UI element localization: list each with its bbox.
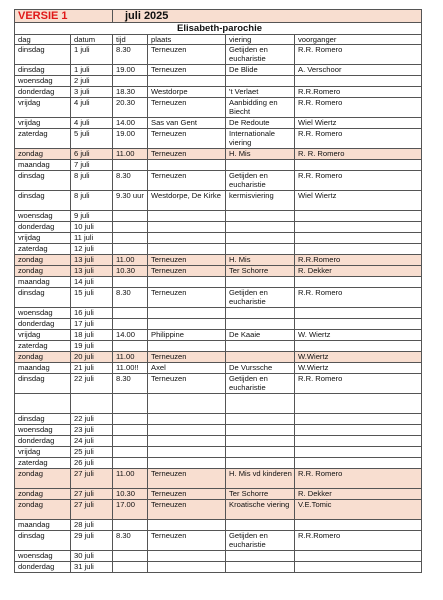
cell-viering: Internationale viering <box>226 129 295 149</box>
cell-viering: De Blide <box>226 65 295 76</box>
cell-tijd <box>113 394 148 414</box>
cell-datum: 30 juli <box>71 551 113 562</box>
cell-voorganger <box>295 551 422 562</box>
table-row <box>15 500 422 520</box>
cell-voorganger: Wiel Wiertz <box>295 118 422 129</box>
table-row <box>15 469 422 489</box>
cell-tijd <box>113 233 148 244</box>
cell-dag: woensdag <box>15 308 71 319</box>
cell-voorganger <box>295 233 422 244</box>
cell-datum: 8 juli <box>71 171 113 191</box>
cell-plaats <box>148 414 226 425</box>
cell-tijd <box>113 551 148 562</box>
cell-tijd <box>113 308 148 319</box>
table-row <box>15 341 422 352</box>
cell-dag: zondag <box>15 266 71 277</box>
cell-viering: Getijden en eucharistie <box>226 45 295 65</box>
cell-plaats: Sas van Gent <box>148 118 226 129</box>
cell-viering <box>226 458 295 469</box>
cell-viering: Getijden en eucharistie <box>226 531 295 551</box>
cell-viering: De Redoute <box>226 118 295 129</box>
cell-tijd <box>113 76 148 87</box>
cell-dag: dinsdag <box>15 65 71 76</box>
cell-dag: zaterdag <box>15 244 71 255</box>
cell-viering <box>226 447 295 458</box>
cell-voorganger: A. Verschoor <box>295 65 422 76</box>
table-row <box>15 447 422 458</box>
cell-plaats: Axel <box>148 363 226 374</box>
cell-dag: woensdag <box>15 211 71 222</box>
cell-plaats: Terneuzen <box>148 129 226 149</box>
cell-viering: H. Mis vd kinderen <box>226 469 295 489</box>
cell-datum: 22 juli <box>71 374 113 394</box>
cell-dag: dinsdag <box>15 531 71 551</box>
cell-plaats <box>148 308 226 319</box>
cell-tijd <box>113 414 148 425</box>
table-row <box>15 266 422 277</box>
schedule-table <box>14 9 422 573</box>
table-row <box>15 222 422 233</box>
cell-tijd: 11.00 <box>113 352 148 363</box>
cell-voorganger <box>295 425 422 436</box>
table-row <box>15 436 422 447</box>
cell-viering <box>226 233 295 244</box>
cell-datum: 15 juli <box>71 288 113 308</box>
cell-dag: dinsdag <box>15 374 71 394</box>
cell-dag: zaterdag <box>15 341 71 352</box>
cell-viering <box>226 414 295 425</box>
cell-plaats <box>148 562 226 573</box>
col-header-plaats: plaats <box>148 35 226 45</box>
cell-dag: dinsdag <box>15 191 71 211</box>
cell-datum: 17 juli <box>71 319 113 330</box>
cell-viering: 't Verlaet <box>226 87 295 98</box>
cell-viering <box>226 76 295 87</box>
cell-tijd: 10.30 <box>113 266 148 277</box>
cell-voorganger: R.R.Romero <box>295 87 422 98</box>
cell-dag: zondag <box>15 352 71 363</box>
cell-viering <box>226 341 295 352</box>
table-row <box>15 277 422 288</box>
cell-voorganger <box>295 414 422 425</box>
cell-viering <box>226 211 295 222</box>
cell-plaats: Terneuzen <box>148 255 226 266</box>
cell-viering: H. Mis <box>226 255 295 266</box>
cell-voorganger: R.R.Romero <box>295 531 422 551</box>
cell-viering <box>226 436 295 447</box>
cell-voorganger: R.R. Romero <box>295 45 422 65</box>
cell-voorganger: W.Wiertz <box>295 363 422 374</box>
cell-dag: dinsdag <box>15 45 71 65</box>
cell-datum: 31 juli <box>71 562 113 573</box>
cell-tijd: 8.30 <box>113 531 148 551</box>
cell-datum: 1 juli <box>71 45 113 65</box>
cell-datum: 26 juli <box>71 458 113 469</box>
cell-plaats: Terneuzen <box>148 531 226 551</box>
cell-voorganger <box>295 222 422 233</box>
table-row <box>15 288 422 308</box>
cell-plaats <box>148 341 226 352</box>
cell-viering: Ter Schorre <box>226 266 295 277</box>
cell-tijd <box>113 458 148 469</box>
cell-tijd: 11.00 <box>113 255 148 266</box>
cell-dag <box>15 394 71 414</box>
cell-tijd <box>113 222 148 233</box>
cell-plaats <box>148 233 226 244</box>
cell-voorganger: R.R. Romero <box>295 171 422 191</box>
cell-voorganger <box>295 394 422 414</box>
cell-viering: Ter Schorre <box>226 489 295 500</box>
cell-viering: De Vurssche <box>226 363 295 374</box>
cell-datum: 9 juli <box>71 211 113 222</box>
cell-datum: 23 juli <box>71 425 113 436</box>
cell-plaats <box>148 244 226 255</box>
cell-dag: vrijdag <box>15 447 71 458</box>
cell-viering <box>226 520 295 531</box>
table-row <box>15 87 422 98</box>
cell-dag: zondag <box>15 149 71 160</box>
cell-voorganger <box>295 244 422 255</box>
cell-voorganger <box>295 341 422 352</box>
col-header-dag: dag <box>15 35 71 45</box>
cell-plaats: Terneuzen <box>148 489 226 500</box>
cell-dag: woensdag <box>15 551 71 562</box>
cell-tijd <box>113 211 148 222</box>
cell-plaats: Terneuzen <box>148 149 226 160</box>
cell-tijd: 8.30 <box>113 171 148 191</box>
parish-row <box>15 23 422 35</box>
cell-voorganger <box>295 277 422 288</box>
cell-viering <box>226 425 295 436</box>
cell-dag: donderdag <box>15 222 71 233</box>
cell-tijd: 8.30 <box>113 45 148 65</box>
cell-dag: zaterdag <box>15 129 71 149</box>
cell-plaats: Terneuzen <box>148 45 226 65</box>
cell-voorganger: Wiel Wiertz <box>295 191 422 211</box>
cell-tijd <box>113 244 148 255</box>
cell-voorganger: R.R.Romero <box>295 255 422 266</box>
cell-dag: donderdag <box>15 436 71 447</box>
cell-tijd <box>113 447 148 458</box>
cell-datum: 6 juli <box>71 149 113 160</box>
cell-viering <box>226 319 295 330</box>
cell-dag: zaterdag <box>15 458 71 469</box>
col-header-viering: viering <box>226 35 295 45</box>
table-row <box>15 414 422 425</box>
cell-datum: 18 juli <box>71 330 113 341</box>
cell-plaats: Terneuzen <box>148 352 226 363</box>
cell-viering <box>226 222 295 233</box>
cell-voorganger <box>295 308 422 319</box>
cell-datum: 1 juli <box>71 65 113 76</box>
cell-tijd: 17.00 <box>113 500 148 520</box>
cell-datum: 4 juli <box>71 98 113 118</box>
table-row <box>15 562 422 573</box>
cell-plaats <box>148 425 226 436</box>
cell-voorganger <box>295 160 422 171</box>
cell-datum: 4 juli <box>71 118 113 129</box>
cell-datum: 14 juli <box>71 277 113 288</box>
cell-dag: dinsdag <box>15 171 71 191</box>
cell-plaats: Terneuzen <box>148 469 226 489</box>
table-row <box>15 211 422 222</box>
table-row <box>15 352 422 363</box>
table-row <box>15 149 422 160</box>
table-row <box>15 551 422 562</box>
table-row <box>15 308 422 319</box>
table-row <box>15 191 422 211</box>
cell-dag: maandag <box>15 363 71 374</box>
cell-dag: donderdag <box>15 87 71 98</box>
cell-datum: 12 juli <box>71 244 113 255</box>
cell-viering: Getijden en eucharistie <box>226 171 295 191</box>
table-row <box>15 171 422 191</box>
cell-plaats <box>148 160 226 171</box>
cell-dag: vrijdag <box>15 118 71 129</box>
cell-voorganger <box>295 458 422 469</box>
cell-dag: maandag <box>15 520 71 531</box>
cell-datum: 20 juli <box>71 352 113 363</box>
cell-plaats <box>148 458 226 469</box>
cell-tijd <box>113 160 148 171</box>
cell-viering <box>226 352 295 363</box>
cell-viering: kermisviering <box>226 191 295 211</box>
cell-datum: 27 juli <box>71 500 113 520</box>
cell-tijd: 9.30 uur <box>113 191 148 211</box>
cell-datum: 21 juli <box>71 363 113 374</box>
cell-tijd: 19.00 <box>113 65 148 76</box>
cell-plaats <box>148 520 226 531</box>
cell-plaats: Terneuzen <box>148 266 226 277</box>
cell-tijd: 14.00 <box>113 330 148 341</box>
cell-plaats: Terneuzen <box>148 374 226 394</box>
table-row <box>15 330 422 341</box>
cell-plaats: Terneuzen <box>148 98 226 118</box>
cell-dag: dinsdag <box>15 414 71 425</box>
cell-viering <box>226 160 295 171</box>
cell-datum: 5 juli <box>71 129 113 149</box>
cell-voorganger: R.R. Romero <box>295 98 422 118</box>
cell-viering: Getijden en eucharistie <box>226 374 295 394</box>
col-header-tijd: tijd <box>113 35 148 45</box>
cell-dag: zondag <box>15 469 71 489</box>
table-row <box>15 45 422 65</box>
cell-voorganger: R. Dekker <box>295 489 422 500</box>
cell-plaats: Terneuzen <box>148 500 226 520</box>
month-title: juli 2025 <box>113 10 422 23</box>
cell-plaats <box>148 436 226 447</box>
cell-dag: vrijdag <box>15 330 71 341</box>
table-row <box>15 363 422 374</box>
cell-viering <box>226 244 295 255</box>
table-row <box>15 233 422 244</box>
cell-plaats <box>148 222 226 233</box>
cell-datum: 25 juli <box>71 447 113 458</box>
parish-title: Elisabeth-parochie <box>15 23 422 35</box>
cell-dag: woensdag <box>15 425 71 436</box>
table-row <box>15 374 422 394</box>
table-row <box>15 520 422 531</box>
cell-voorganger <box>295 211 422 222</box>
cell-dag: woensdag <box>15 76 71 87</box>
cell-plaats: Terneuzen <box>148 288 226 308</box>
cell-viering: H. Mis <box>226 149 295 160</box>
table-row <box>15 76 422 87</box>
cell-plaats <box>148 76 226 87</box>
cell-datum: 13 juli <box>71 266 113 277</box>
table-row <box>15 255 422 266</box>
cell-datum: 2 juli <box>71 76 113 87</box>
cell-tijd: 11.00!! <box>113 363 148 374</box>
cell-dag: zondag <box>15 489 71 500</box>
cell-tijd: 8.30 <box>113 288 148 308</box>
cell-voorganger: R. R. Romero <box>295 149 422 160</box>
cell-viering: Aanbidding en Biecht <box>226 98 295 118</box>
cell-datum: 11 juli <box>71 233 113 244</box>
cell-dag: maandag <box>15 160 71 171</box>
column-header-row <box>15 35 422 45</box>
cell-dag: vrijdag <box>15 98 71 118</box>
cell-viering: Getijden en eucharistie <box>226 288 295 308</box>
cell-viering <box>226 562 295 573</box>
cell-tijd <box>113 341 148 352</box>
cell-viering <box>226 308 295 319</box>
table-row <box>15 118 422 129</box>
cell-tijd <box>113 436 148 447</box>
cell-tijd: 10.30 <box>113 489 148 500</box>
cell-plaats: Philippine <box>148 330 226 341</box>
cell-voorganger: R.R. Romero <box>295 288 422 308</box>
cell-voorganger <box>295 520 422 531</box>
cell-dag: maandag <box>15 277 71 288</box>
cell-datum: 3 juli <box>71 87 113 98</box>
table-row <box>15 65 422 76</box>
table-row <box>15 244 422 255</box>
cell-plaats: Westdorpe, De Kirke <box>148 191 226 211</box>
table-row <box>15 394 422 414</box>
cell-tijd: 14.00 <box>113 118 148 129</box>
cell-tijd <box>113 562 148 573</box>
cell-datum: 8 juli <box>71 191 113 211</box>
col-header-voorganger: voorganger <box>295 35 422 45</box>
cell-tijd: 20.30 <box>113 98 148 118</box>
cell-tijd: 11.00 <box>113 149 148 160</box>
cell-voorganger: V.E.Tomic <box>295 500 422 520</box>
table-row <box>15 531 422 551</box>
cell-viering: De Kaaie <box>226 330 295 341</box>
cell-viering <box>226 551 295 562</box>
schedule-sheet <box>14 9 421 573</box>
cell-tijd <box>113 425 148 436</box>
cell-plaats <box>148 394 226 414</box>
cell-datum: 22 juli <box>71 414 113 425</box>
version-label: VERSIE 1 <box>15 10 113 23</box>
cell-datum <box>71 394 113 414</box>
cell-tijd: 11.00 <box>113 469 148 489</box>
cell-datum: 27 juli <box>71 489 113 500</box>
cell-dag: zondag <box>15 500 71 520</box>
cell-voorganger: R.R. Romero <box>295 469 422 489</box>
cell-plaats: Westdorpe <box>148 87 226 98</box>
cell-dag: dinsdag <box>15 288 71 308</box>
cell-voorganger <box>295 76 422 87</box>
cell-dag: zondag <box>15 255 71 266</box>
cell-voorganger: R. Dekker <box>295 266 422 277</box>
cell-voorganger <box>295 319 422 330</box>
cell-voorganger <box>295 562 422 573</box>
cell-dag: donderdag <box>15 319 71 330</box>
cell-tijd: 18.30 <box>113 87 148 98</box>
cell-tijd <box>113 319 148 330</box>
col-header-datum: datum <box>71 35 113 45</box>
title-row <box>15 10 422 23</box>
cell-dag: vrijdag <box>15 233 71 244</box>
cell-plaats <box>148 551 226 562</box>
cell-plaats: Terneuzen <box>148 65 226 76</box>
table-row <box>15 425 422 436</box>
cell-viering <box>226 394 295 414</box>
cell-datum: 16 juli <box>71 308 113 319</box>
cell-voorganger <box>295 436 422 447</box>
cell-datum: 24 juli <box>71 436 113 447</box>
table-row <box>15 129 422 149</box>
table-row <box>15 489 422 500</box>
cell-datum: 27 juli <box>71 469 113 489</box>
cell-plaats <box>148 211 226 222</box>
cell-voorganger: W.Wiertz <box>295 352 422 363</box>
cell-voorganger: R.R. Romero <box>295 374 422 394</box>
cell-datum: 13 juli <box>71 255 113 266</box>
cell-plaats <box>148 447 226 458</box>
cell-plaats: Terneuzen <box>148 171 226 191</box>
cell-datum: 7 juli <box>71 160 113 171</box>
cell-tijd: 8.30 <box>113 374 148 394</box>
cell-tijd: 19.00 <box>113 129 148 149</box>
table-row <box>15 160 422 171</box>
table-row <box>15 319 422 330</box>
cell-viering: Kroatische viering <box>226 500 295 520</box>
cell-viering <box>226 277 295 288</box>
cell-plaats <box>148 277 226 288</box>
table-row <box>15 458 422 469</box>
cell-datum: 29 juli <box>71 531 113 551</box>
cell-voorganger <box>295 447 422 458</box>
cell-tijd <box>113 277 148 288</box>
cell-dag: donderdag <box>15 562 71 573</box>
cell-datum: 10 juli <box>71 222 113 233</box>
cell-voorganger: R.R. Romero <box>295 129 422 149</box>
cell-voorganger: W. Wiertz <box>295 330 422 341</box>
cell-datum: 19 juli <box>71 341 113 352</box>
cell-datum: 28 juli <box>71 520 113 531</box>
table-row <box>15 98 422 118</box>
cell-tijd <box>113 520 148 531</box>
cell-plaats <box>148 319 226 330</box>
